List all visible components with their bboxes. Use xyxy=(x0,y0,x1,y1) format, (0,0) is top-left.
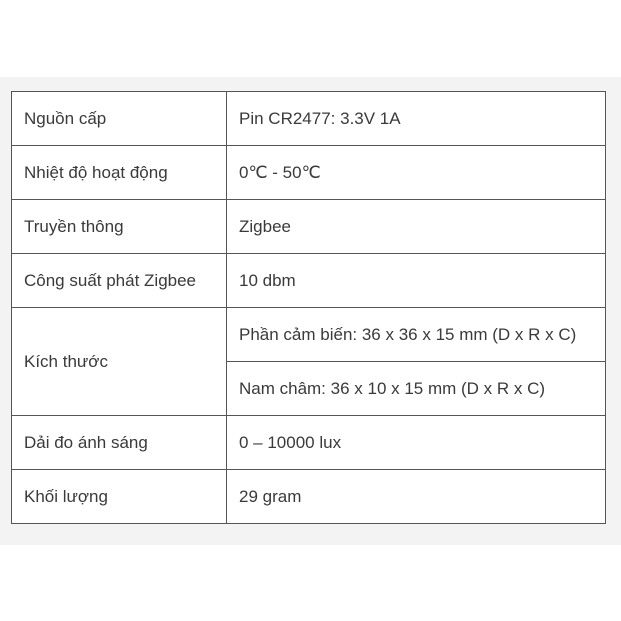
table-row xyxy=(12,416,606,470)
spec-table xyxy=(11,91,606,524)
spec-label-communication: Truyền thông xyxy=(12,200,227,254)
table-row xyxy=(12,92,606,146)
spec-label-light-range: Dải đo ánh sáng xyxy=(12,416,227,470)
spec-label-power: Nguồn cấp xyxy=(12,92,227,146)
spec-label-weight: Khối lượng xyxy=(12,470,227,524)
spec-value-operating-temperature: 0℃ - 50℃ xyxy=(227,146,606,200)
spec-value-light-range: 0 – 10000 lux xyxy=(227,416,606,470)
spec-label-operating-temperature: Nhiệt độ hoạt động xyxy=(12,146,227,200)
spec-label-dimensions: Kích thước xyxy=(12,308,227,416)
table-row xyxy=(12,200,606,254)
table-row xyxy=(12,470,606,524)
spec-value-communication: Zigbee xyxy=(227,200,606,254)
spec-value-magnet-dimensions: Nam châm: 36 x 10 x 15 mm (D x R x C) xyxy=(227,362,606,416)
spec-value-sensor-dimensions: Phần cảm biến: 36 x 36 x 15 mm (D x R x C) xyxy=(227,308,606,362)
table-row xyxy=(12,254,606,308)
spec-value-weight: 29 gram xyxy=(227,470,606,524)
table-row xyxy=(12,308,606,362)
spec-value-power: Pin CR2477: 3.3V 1A xyxy=(227,92,606,146)
table-row xyxy=(12,146,606,200)
spec-label-zigbee-power: Công suất phát Zigbee xyxy=(12,254,227,308)
spec-value-zigbee-power: 10 dbm xyxy=(227,254,606,308)
